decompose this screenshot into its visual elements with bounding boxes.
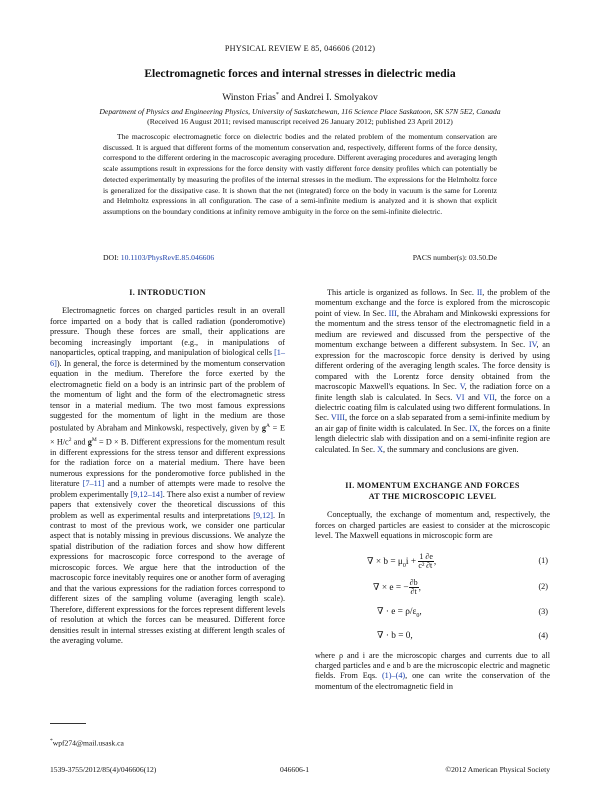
section-link[interactable]: II <box>476 288 483 297</box>
equation-3: ∇ · $e = \rho/\varepsilon_0$, (3) <box>377 606 548 619</box>
section-link[interactable]: V <box>459 382 465 392</box>
paper-title: Electromagnetic forces and internal stresses in dielectric media <box>144 67 456 80</box>
equation-number: (1) <box>538 555 548 565</box>
section-link[interactable]: IV <box>528 340 537 350</box>
section-heading-momentum-exchange: II. MOMENTUM EXCHANGE AND FORCES <box>345 481 520 491</box>
abstract: The macroscopic electromagnetic force on dielectric bodies and the related problem of the momentum conservation are discussed. It is argued that different forms of the momentum conservation and, respectively, different forms of the force density, correspond to the different ordering in the macroscopic averaging procedure. Different averaging procedures and averaging length scale assumptions result in expressions for the force density with vastly different force density profiles which can potentially be detected experimentally by measuring the profiles of the internal stresses in the medium. The expressions for the Helmholtz force is generalized for the dissipative case. It is shown that the net (integrated) force on the body in vacuum is the same for Lorentz and Helmholtz expressions in all configuration. The case of a semi-infinite medium is analyzed and it is shown that explicit assumptions on the boundary conditions at infinity remove ambiguity in the force on the semi-infinite dielectric. <box>103 132 497 216</box>
equation-link[interactable]: (1)–(4) <box>381 671 406 681</box>
author-1: Winston Frias <box>222 92 276 104</box>
page-number: 046606-1 <box>280 765 310 774</box>
equation-number: (2) <box>538 581 548 591</box>
section-heading-introduction: I. INTRODUCTION <box>129 288 206 297</box>
section-link[interactable]: IX <box>469 423 478 433</box>
section-link[interactable]: X <box>377 444 383 454</box>
section2-paragraph: Conceptually, the exchange of momentum and, respectively, the forces on charged particles are easiest to consider at the microscopic level. The Maxwell equations in microscopic form are <box>315 510 550 541</box>
journal-header: PHYSICAL REVIEW E 85, 046606 (2012) <box>224 44 376 53</box>
citation-link[interactable]: [7–11] <box>82 479 105 489</box>
citation-link[interactable]: [1–6] <box>50 348 285 368</box>
equation-1: ∇ × $b = \mu_0i$ + $\frac{1}{\text{c²}}$ $\frac{\partial e}{\partial t}$ , (1) <box>367 551 548 571</box>
doi-link[interactable]: 10.1103/PhysRevE.85.046606 <box>120 253 215 262</box>
equation-number: (3) <box>538 606 548 616</box>
received-dates: (Received 16 August 2011; revised manuscript received 26 January 2012; published 23 April 2012) <box>147 117 453 126</box>
author-2: and Andrei I. Smolyakov <box>278 92 378 104</box>
right-column <box>315 288 550 692</box>
citation-link[interactable]: [9,12] <box>253 510 273 520</box>
pacs-numbers: PACS number(s): 03.50.De <box>412 253 497 262</box>
issn-code: 1539-3755/2012/85(4)/046606(12) <box>50 765 157 774</box>
footnote-rule <box>50 723 86 724</box>
footnote: *wpf274@mail.usask.ca <box>50 738 124 748</box>
section-link[interactable]: III <box>388 308 397 318</box>
equation-number: (4) <box>538 630 548 640</box>
affiliation: Department of Physics and Engineering Physics, University of Saskatchewan, 116 Science Place Saskatoon, SK S7N 5E2, Canada <box>99 107 501 116</box>
section-link[interactable]: VII <box>483 392 495 402</box>
intro-paragraph: Electromagnetic forces on charged particles result in an overall force imparted on a body that is called radiation (ponderomotive) pressure. Though these forces are small, their applications are becoming increasingly important (e.g., in manipulations of nanoparticles, optical trapping, and manipulation of biological cells [1–6]). In general, the force is determined by the momentum conservation equation in the medium. Therefore the force exerted by the electromagnetic field on a body is an intrinsic part of the problem of the momentum of light and the form of the electromagnetic stress tensor in a material medium. The two most famous expressions suggested for the momentum of light in the medium are those postulated by Abraham and Minkowski, respectively, given by $g^A = E \times H/c^2$ and $g^M = D \times B$. Different expressions for the momentum result in different expressions for the stress tensor and different expressions for the radiation force on a material medium. There have been numerous expressions for the ponderomotive force published in the literature [7–11] and a number of attempts were made to resolve the problem experimentally [9,12–14]. There also exist a number of review papers that extensively cover the theoretical discussions of this problem as well as experimental results and interpretations [9,12]. In contrast to most of the previous work, we consider one particular aspect that is notably missing in previous discussions. We analyze the spatial distribution of the radiation forces and show how different expressions for macroscopic force correspond to the average of microscopic forces. We argue here that the introduction of the macroscopic force inevitably requires one or another form of averaging and that the various expressions for the radiation forces correspond to different sizes of the sampling volume (averaging length scale). Therefore, different expressions for the forces represent different levels of resolution at which the forces can be measured. Different force densities result in internal stresses existing at different length scales of the averaging volume. <box>50 306 286 645</box>
author-footnote-marker[interactable]: * <box>275 92 279 98</box>
author-email[interactable]: wpf274@mail.usask.ca <box>52 738 124 748</box>
left-column <box>50 288 285 646</box>
outline-paragraph: This article is organized as follows. In Sec. II, the problem of the momentum exchange and the force is explored from the microscopic point of view. In Sec. III, the Abraham and Minkowski expressions for the momentum and the stress tensor of the electromagnetic field in a medium are reviewed and discussed from the perspective of the momentum exchange between a different subsystem. In Sec. IV, an expression for the macroscopic force density is derived by using different ordering of the averaging length scales. The force density is compared with the Lorentz force density obtained from the macroscopic Maxwell's equations. In Sec. V, the radiation force on a finite length slab is calculated. In Secs. VI and VII, the force on a dielectric coating film is calculated using two different formulations. In Sec. VIII, the force on a slab separated from a semi-infinite medium by an air gap of finite width is calculated. In Sec. IX, the forces on a finite length dielectric slab with dissipation and on a semi-infinite region are calculated. In Sec. X, the summary and conclusions are given. <box>315 288 551 454</box>
section-link[interactable]: VI <box>455 392 465 402</box>
doi-label: DOI: <box>103 253 121 262</box>
section-link[interactable]: VIII <box>330 413 345 423</box>
doi-row <box>103 253 497 262</box>
section-heading-microscopic-level: AT THE MICROSCOPIC LEVEL <box>368 491 497 501</box>
author-list <box>0 92 600 103</box>
copyright: ©2012 American Physical Society <box>445 765 550 774</box>
equation-2: ∇ × e = − $\frac{\partial b}{\partial t}$ , (2) <box>373 577 548 597</box>
citation-link[interactable]: [9,12–14] <box>130 489 163 499</box>
equation-4: ∇ · b = 0, (4) <box>377 630 548 641</box>
section2-paragraph-continued: where ρ and i are the microscopic charges and currents due to all charged particles and e and b are the microscopic electric and magnetic fields. From Eqs. (1)–(4), one can write the conservation of the momentum of the electromagnetic field in <box>315 650 550 691</box>
